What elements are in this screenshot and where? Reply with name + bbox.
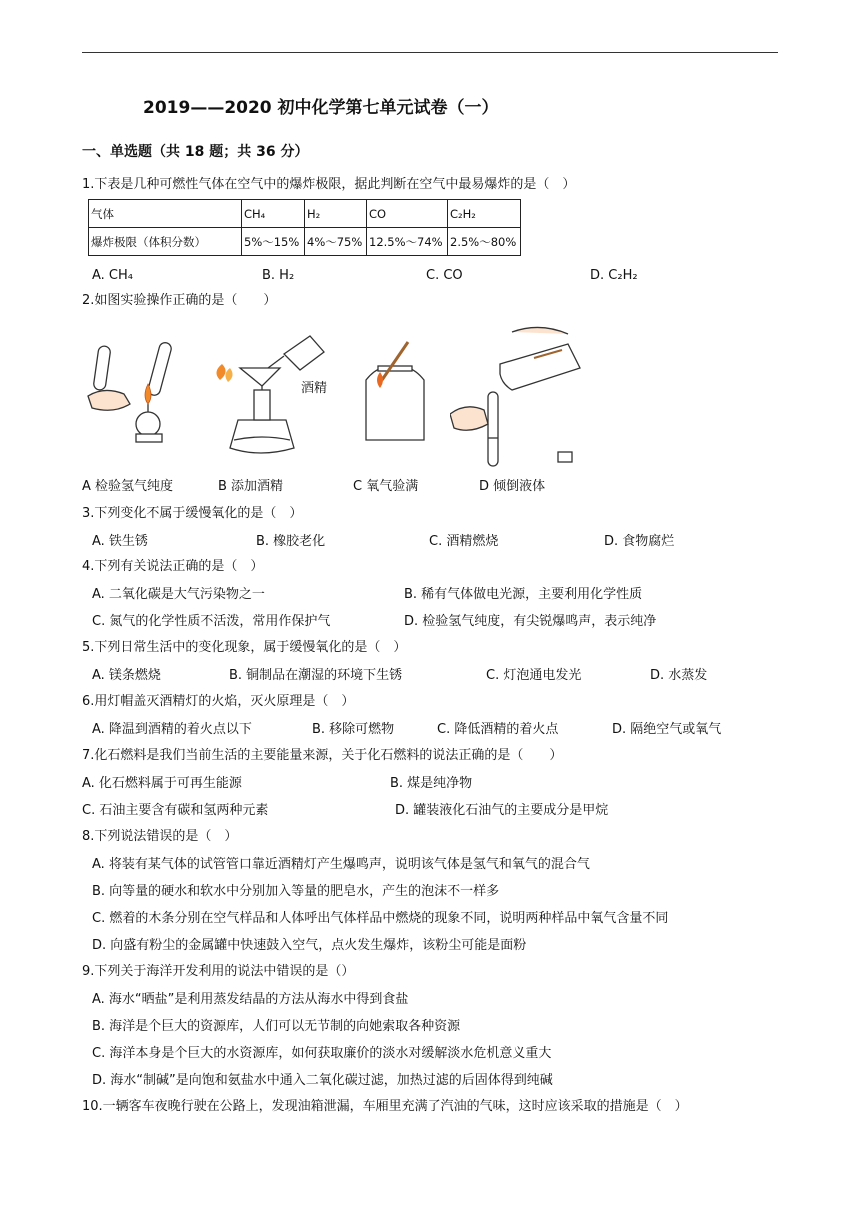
q8-option-a: A. 将装有某气体的试管管口靠近酒精灯产生爆鸣声，说明该气体是氢气和氧气的混合气 [92,857,590,872]
q9-option-b: B. 海洋是个巨大的资源库，人们可以无节制的向她索取各种资源 [92,1019,461,1034]
question-1-stem: 1.下表是几种可燃性气体在空气中的爆炸极限，据此判断在空气中最易爆炸的是（ ） [82,177,576,192]
q5-option-c: C. 灯泡通电发光 [486,668,582,683]
q5-option-d: D. 水蒸发 [650,668,708,683]
table-cell: 气体 [89,200,242,228]
question-3-stem: 3.下列变化不属于缓慢氧化的是（ ） [82,506,303,521]
question-2-stem: 2.如图实验操作正确的是（ ） [82,293,277,308]
q2-option-b: B 添加酒精 [218,479,284,494]
pouring-liquid-figure [450,318,590,468]
q1-option-d: D. C₂H₂ [590,268,638,283]
q4-option-b: B. 稀有气体做电光源，主要利用化学性质 [404,587,643,602]
q2-option-c: C 氧气验满 [353,479,419,494]
q4-option-c: C. 氮气的化学性质不活泼，常用作保护气 [92,614,331,629]
table-cell: C₂H₂ [448,200,521,228]
section-heading: 一、单选题（共 18 题；共 36 分） [82,144,309,160]
q3-option-b: B. 橡胶老化 [256,534,326,549]
question-5-stem: 5.下列日常生活中的变化现象，属于缓慢氧化的是（ ） [82,640,407,655]
table-row [89,228,521,256]
question-4-stem: 4.下列有关说法正确的是（ ） [82,559,264,574]
q8-option-c: C. 燃着的木条分别在空气样品和人体呼出气体样品中燃烧的现象不同，说明两种样品中氧气含量不同 [92,911,669,926]
q5-option-b: B. 铜制品在潮湿的环境下生锈 [229,668,403,683]
question-10-stem: 10.一辆客车夜晚行驶在公路上，发现油箱泄漏，车厢里充满了汽油的气味，这时应该采取的措施是（ ） [82,1099,688,1114]
table-cell: CO [367,200,448,228]
q8-option-d: D. 向盛有粉尘的金属罐中快速鼓入空气，点火发生爆炸，该粉尘可能是面粉 [92,938,527,953]
question-9-stem: 9.下列关于海洋开发利用的说法中错误的是（） [82,964,355,979]
table-cell: H₂ [305,200,367,228]
q6-option-c: C. 降低酒精的着火点 [437,722,559,737]
q7-option-d: D. 罐装液化石油气的主要成分是甲烷 [395,803,609,818]
q1-option-a: A. CH₄ [92,268,133,283]
q1-option-b: B. H₂ [262,268,295,283]
q1-option-c: C. CO [426,268,463,283]
oxygen-full-check-figure [360,340,430,445]
table-cell: 2.5%～80% [448,228,521,256]
table-cell: 爆炸极限（体积分数） [89,228,242,256]
q5-option-a: A. 镁条燃烧 [92,668,161,683]
q9-option-d: D. 海水“制碱”是向饱和氨盐水中通入二氧化碳过滤，加热过滤的后固体得到纯碱 [92,1073,553,1088]
q3-option-d: D. 食物腐烂 [604,534,675,549]
header-rule [82,52,778,53]
q4-option-a: A. 二氧化碳是大气污染物之一 [92,587,265,602]
q6-option-d: D. 隔绝空气或氧气 [612,722,722,737]
q7-option-a: A. 化石燃料属于可再生能源 [82,776,242,791]
table-cell: 12.5%～74% [367,228,448,256]
question-8-stem: 8.下列说法错误的是（ ） [82,829,238,844]
q7-option-c: C. 石油主要含有碳和氢两种元素 [82,803,269,818]
q9-option-c: C. 海洋本身是个巨大的水资源库，如何获取廉价的淡水对缓解淡水危机意义重大 [92,1046,552,1061]
question-7-stem: 7.化石燃料是我们当前生活的主要能量来源，关于化石燃料的说法正确的是（ ） [82,748,563,763]
q3-option-c: C. 酒精燃烧 [429,534,499,549]
page-title: 2019——2020 初中化学第七单元试卷（一） [143,98,499,118]
q6-option-a: A. 降温到酒精的着火点以下 [92,722,252,737]
q7-option-b: B. 煤是纯净物 [390,776,473,791]
q2-option-a: A 检验氢气纯度 [82,479,174,494]
table-cell: 5%～15% [242,228,305,256]
q6-option-b: B. 移除可燃物 [312,722,395,737]
q9-option-a: A. 海水“晒盐”是利用蒸发结晶的方法从海水中得到食盐 [92,992,409,1007]
question-6-stem: 6.用灯帽盖灭酒精灯的火焰，灭火原理是（ ） [82,694,355,709]
q8-option-b: B. 向等量的硬水和软水中分别加入等量的肥皂水，产生的泡沫不一样多 [92,884,500,899]
q3-option-a: A. 铁生锈 [92,534,148,549]
figure-b-label: 酒精 [301,381,328,396]
table-cell: CH₄ [242,200,305,228]
table-row [89,200,521,228]
explosion-limit-table [88,199,521,256]
q2-option-d: D 倾倒液体 [479,479,546,494]
table-cell: 4%～75% [305,228,367,256]
q4-option-d: D. 检验氢气纯度，有尖锐爆鸣声，表示纯净 [404,614,657,629]
hydrogen-purity-test-figure [84,338,194,448]
